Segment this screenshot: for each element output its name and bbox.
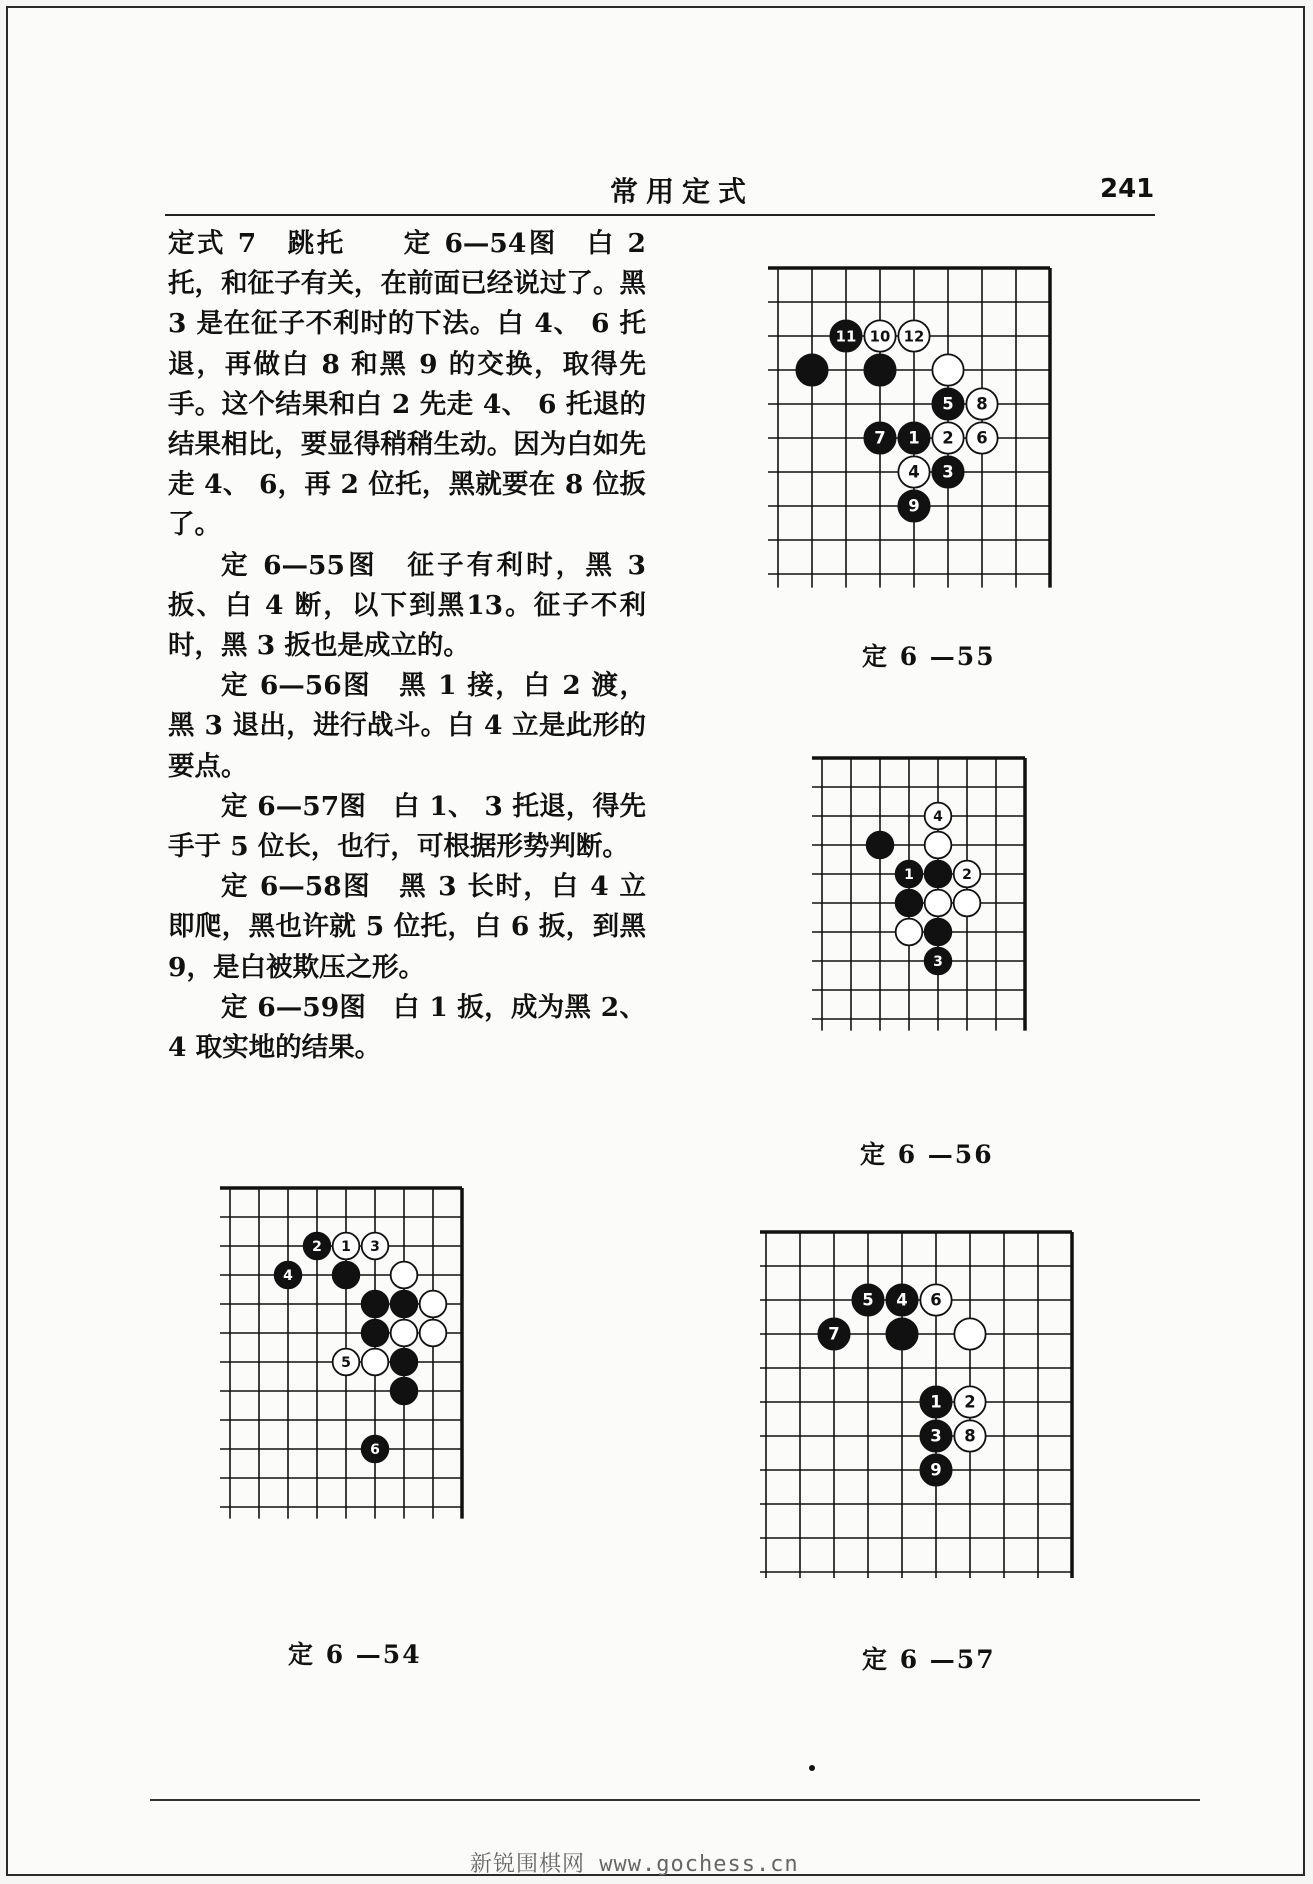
paragraph-joseki-7: 定式 7 跳托 定 6—54图 白 2 托，和征子有关，在前面已经说过了。黑 3 是在征子不利时的下法。白 4、 6 托退，再做白 8 和黑 9 的交换，取得先手。这个结果和白 2 先走 4、 6 托退的结果相比，要显得稍稍生动。因为白如先走 4、 6，再 2 位托，黑就要在 8 位扳了。 xyxy=(168,228,646,541)
stone-black xyxy=(867,832,894,859)
go-diagram-d55 xyxy=(768,262,1068,614)
stone-black xyxy=(896,861,923,888)
paragraph-d58: 定 6—58图 黑 3 长时，白 4 立即爬，黑也许就 5 位托，白 6 扳，到黑 9，是白被欺压之形。 xyxy=(168,871,646,983)
stone-black xyxy=(362,1291,389,1318)
stone-white xyxy=(966,422,997,453)
stone-black xyxy=(896,890,923,917)
caption-d54: 定 6 —54 xyxy=(288,1640,422,1669)
stone-label: 1 xyxy=(341,1238,351,1255)
stone-black xyxy=(925,861,952,888)
stone-white xyxy=(391,1320,418,1347)
stone-label: 3 xyxy=(942,462,954,482)
stone-black xyxy=(864,422,895,453)
stone-black xyxy=(886,1284,917,1315)
paragraph-d56: 定 6—56图 黑 1 接，白 2 渡，黑 3 退出，进行战斗。白 4 立是此形的要点。 xyxy=(168,670,646,782)
go-diagram-d56 xyxy=(812,752,1032,1052)
stone-white xyxy=(954,1420,985,1451)
stone-black xyxy=(898,422,929,453)
paragraph-d57: 定 6—57图 白 1、 3 托退，得先手于 5 位长，也行，可根据形势判断。 xyxy=(168,790,646,863)
stone-black xyxy=(852,1284,883,1315)
stone-black xyxy=(925,948,952,975)
stone-black xyxy=(391,1378,418,1405)
stone-label: 8 xyxy=(964,1426,976,1446)
stone-white xyxy=(954,1386,985,1417)
stone-black xyxy=(362,1320,389,1347)
stone-label: 9 xyxy=(908,496,920,516)
stone-white xyxy=(420,1320,447,1347)
stone-label: 6 xyxy=(370,1441,380,1458)
stone-white xyxy=(925,890,952,917)
stone-black xyxy=(796,354,827,385)
stone-label: 7 xyxy=(828,1324,840,1344)
stone-label: 2 xyxy=(312,1238,322,1255)
watermark: 新锐围棋网 www.gochess.cn xyxy=(470,1852,799,1877)
stone-black xyxy=(275,1262,302,1289)
stone-label: 6 xyxy=(930,1290,942,1310)
stone-white xyxy=(932,354,963,385)
body-text xyxy=(168,224,646,1068)
stone-label: 1 xyxy=(908,428,920,448)
stone-black xyxy=(920,1420,951,1451)
stone-white xyxy=(864,320,895,351)
stone-white xyxy=(362,1349,389,1376)
stone-white xyxy=(420,1291,447,1318)
stone-label: 2 xyxy=(962,866,972,883)
stone-white xyxy=(925,832,952,859)
caption-d57: 定 6 —57 xyxy=(862,1645,996,1674)
stone-black xyxy=(362,1436,389,1463)
caption-d56: 定 6 —56 xyxy=(860,1140,994,1169)
stone-label: 4 xyxy=(908,462,920,482)
stone-white xyxy=(966,388,997,419)
stone-white xyxy=(362,1233,389,1260)
stone-white xyxy=(898,456,929,487)
stone-white xyxy=(920,1284,951,1315)
stone-black xyxy=(886,1318,917,1349)
stone-white xyxy=(932,422,963,453)
paragraph-d55: 定 6—55图 征子有利时，黑 3 扳、白 4 断，以下到黑13。征子不利时，黑 3 扳也是成立的。 xyxy=(168,549,646,662)
stone-label: 1 xyxy=(904,866,914,883)
stone-black xyxy=(932,388,963,419)
stone-white xyxy=(896,919,923,946)
stone-black xyxy=(925,919,952,946)
stone-black xyxy=(864,354,895,385)
paragraph-d59: 定 6—59图 白 1 扳，成为黑 2、 4 取实地的结果。 xyxy=(168,991,646,1064)
stone-label: 4 xyxy=(896,1290,908,1310)
stone-black xyxy=(920,1454,951,1485)
stone-white xyxy=(954,1318,985,1349)
stone-label: 2 xyxy=(942,428,954,448)
stone-label: 10 xyxy=(869,327,891,346)
stone-label: 5 xyxy=(942,394,954,414)
stone-white xyxy=(925,803,952,830)
stone-black xyxy=(333,1262,360,1289)
stone-black xyxy=(932,456,963,487)
stone-label: 4 xyxy=(283,1267,293,1284)
d57-grid xyxy=(760,1232,1072,1578)
stone-label: 4 xyxy=(933,808,943,825)
stone-white xyxy=(391,1262,418,1289)
stone-black xyxy=(830,320,861,351)
stone-label: 11 xyxy=(835,327,857,346)
go-diagram-d54 xyxy=(220,1182,500,1570)
stone-label: 1 xyxy=(930,1392,942,1412)
stone-white xyxy=(898,320,929,351)
stone-black xyxy=(391,1291,418,1318)
stone-label: 5 xyxy=(862,1290,874,1310)
bottom-rule xyxy=(150,1799,1200,1801)
stone-black xyxy=(391,1349,418,1376)
stone-black xyxy=(920,1386,951,1417)
stone-label: 8 xyxy=(976,394,988,414)
stone-label: 6 xyxy=(976,428,988,448)
stone-white xyxy=(333,1233,360,1260)
stone-white xyxy=(333,1349,360,1376)
header-rule xyxy=(165,214,1155,216)
go-diagram-d57 xyxy=(760,1226,1076,1578)
stone-white xyxy=(954,890,981,917)
stone-label: 2 xyxy=(964,1392,976,1412)
stone-label: 7 xyxy=(874,428,886,448)
stone-label: 5 xyxy=(341,1354,351,1371)
print-dot xyxy=(809,1765,815,1771)
stone-black xyxy=(818,1318,849,1349)
stone-black xyxy=(898,490,929,521)
stone-label: 12 xyxy=(903,327,925,346)
stone-black xyxy=(304,1233,331,1260)
stone-white xyxy=(954,861,981,888)
page-number: 241 xyxy=(1100,174,1155,204)
stone-label: 3 xyxy=(370,1238,380,1255)
caption-d55: 定 6 —55 xyxy=(862,642,996,671)
stone-label: 9 xyxy=(930,1460,942,1480)
stone-label: 3 xyxy=(930,1426,942,1446)
running-header-title: 常用定式 xyxy=(610,175,755,208)
stone-label: 3 xyxy=(933,953,943,970)
